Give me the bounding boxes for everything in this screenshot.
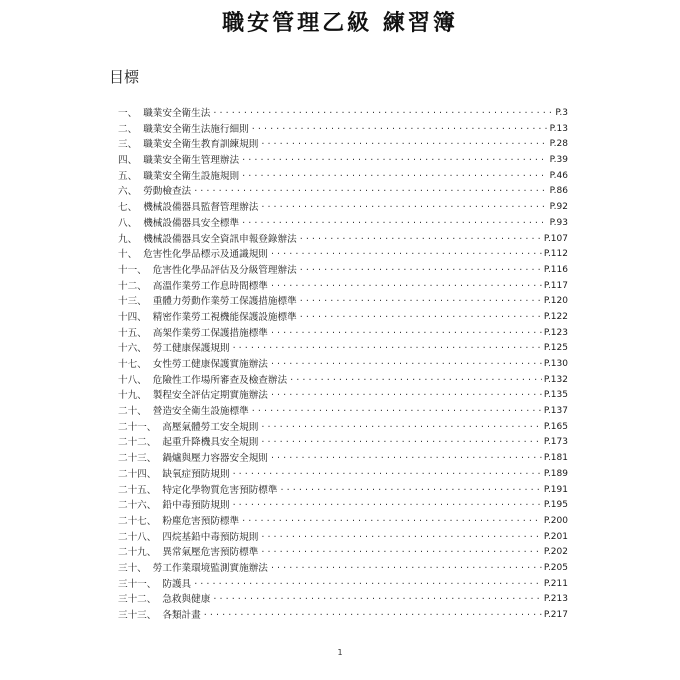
toc-entry-page: P.200 bbox=[542, 514, 568, 530]
toc-entry-label bbox=[118, 263, 568, 279]
toc-entry-title: 各類計畫 bbox=[162, 610, 201, 621]
toc-entry-title: 四烷基鉛中毒預防規則 bbox=[162, 531, 259, 543]
toc-entry-page: P.213 bbox=[542, 592, 568, 608]
toc-entry-title: 異常氣壓危害預防標準 bbox=[162, 547, 259, 559]
toc-entry-number: 十三、 bbox=[118, 296, 147, 308]
toc-entry[interactable] bbox=[118, 216, 568, 232]
page-number: 1 bbox=[337, 648, 343, 657]
toc-entry-label bbox=[118, 592, 568, 608]
toc-entry-page: P.189 bbox=[542, 467, 568, 483]
toc-entry-page: P.205 bbox=[542, 561, 568, 577]
toc-entry[interactable] bbox=[118, 467, 568, 483]
toc-entry-title: 危害性化學品標示及通識規則 bbox=[143, 249, 268, 261]
toc-entry-number: 十九、 bbox=[118, 390, 147, 402]
toc-entry-number: 十七、 bbox=[118, 359, 147, 370]
toc-entry-number: 二十四、 bbox=[118, 468, 157, 480]
toc-entry-title: 粉塵危害預防標準 bbox=[162, 515, 240, 527]
toc-entry-number: 二十七、 bbox=[118, 515, 157, 527]
toc-entry-number: 四、 bbox=[118, 155, 138, 167]
toc-entry-label bbox=[118, 247, 568, 263]
toc-entry-number: 二十一、 bbox=[118, 421, 157, 433]
toc-entry-title: 特定化學物質危害預防標準 bbox=[162, 484, 278, 496]
toc-entry[interactable] bbox=[118, 498, 568, 514]
toc-entry-page: P.13 bbox=[548, 122, 568, 138]
toc-entry[interactable] bbox=[118, 153, 568, 169]
toc-entry-number: 三十一、 bbox=[118, 578, 157, 590]
toc-entry-page: P.93 bbox=[548, 216, 568, 232]
toc-entry-page: P.39 bbox=[548, 153, 568, 169]
toc-entry-label bbox=[118, 404, 568, 420]
toc-entry-page: P.211 bbox=[542, 577, 568, 593]
toc-entry-title: 高架作業勞工保護措施標準 bbox=[152, 327, 268, 339]
toc-entry-title: 缺氧症預防規則 bbox=[162, 468, 230, 480]
toc-entry[interactable] bbox=[118, 388, 568, 404]
toc-entry-title: 機械設備器具安全資訊申報登錄辦法 bbox=[143, 233, 297, 245]
toc-entry[interactable] bbox=[118, 545, 568, 561]
toc-entry-page: P.46 bbox=[548, 169, 568, 185]
toc-entry-page: P.107 bbox=[542, 232, 568, 248]
toc-entry-label bbox=[118, 451, 568, 467]
toc-entry-page: P.120 bbox=[542, 294, 568, 310]
toc-entry-title: 勞工健康保護規則 bbox=[152, 343, 230, 355]
toc-entry-title: 防護具 bbox=[162, 578, 192, 590]
toc-entry-label bbox=[118, 608, 568, 624]
toc-entry-number: 十五、 bbox=[118, 327, 147, 339]
toc-entry-title: 職業安全衛生管理辦法 bbox=[143, 155, 240, 167]
toc-entry-label bbox=[118, 435, 568, 451]
toc-entry-label bbox=[118, 420, 568, 436]
toc-entry-page: P.201 bbox=[542, 530, 568, 546]
toc-entry[interactable] bbox=[118, 310, 568, 326]
toc-entry-title: 高溫作業勞工作息時間標準 bbox=[152, 280, 268, 292]
toc-entry-page: P.3 bbox=[553, 106, 568, 122]
toc-entry-page: P.112 bbox=[542, 247, 568, 263]
toc-entry[interactable] bbox=[118, 279, 568, 295]
toc-entry[interactable] bbox=[118, 483, 568, 499]
toc-entry-page: P.202 bbox=[542, 545, 568, 561]
toc-entry-page: P.130 bbox=[542, 357, 568, 373]
toc-entry[interactable] bbox=[118, 122, 568, 138]
toc-entry-number: 十八、 bbox=[118, 374, 147, 386]
document-title: 職安管理乙級 練習簿 bbox=[222, 10, 458, 36]
toc-entry-label bbox=[118, 137, 568, 153]
toc-entry-number: 二十六、 bbox=[118, 500, 157, 512]
toc-entry-page: P.191 bbox=[542, 483, 568, 499]
toc-entry-title: 重體力勞動作業勞工保護措施標準 bbox=[152, 296, 297, 308]
toc-entry-page: P.125 bbox=[542, 341, 568, 357]
toc-entry[interactable] bbox=[118, 451, 568, 467]
toc-entry[interactable] bbox=[118, 514, 568, 530]
toc-entry-title: 急救與健康 bbox=[162, 594, 211, 606]
toc-entry-number: 二十五、 bbox=[118, 484, 157, 496]
toc-entry-number: 五、 bbox=[118, 170, 138, 182]
toc-entry-page: P.173 bbox=[542, 435, 568, 451]
toc-entry-title: 鍋爐與壓力容器安全規則 bbox=[162, 453, 268, 465]
toc-entry-label bbox=[118, 561, 568, 577]
toc-entry[interactable] bbox=[118, 608, 568, 624]
toc-entry[interactable] bbox=[118, 530, 568, 546]
toc-entry-label bbox=[118, 514, 568, 530]
toc-entry[interactable] bbox=[118, 232, 568, 248]
toc-entry-number: 十二、 bbox=[118, 280, 147, 292]
toc-entry-page: P.117 bbox=[542, 279, 568, 295]
toc-entry-page: P.123 bbox=[542, 326, 568, 342]
toc-entry-number: 三十、 bbox=[118, 562, 147, 574]
toc-entry[interactable] bbox=[118, 294, 568, 310]
toc-entry-number: 六、 bbox=[118, 186, 138, 198]
toc-entry-label bbox=[118, 310, 568, 326]
toc-entry[interactable] bbox=[118, 137, 568, 153]
toc-entry[interactable] bbox=[118, 106, 568, 122]
toc-entry-label bbox=[118, 498, 568, 514]
toc-entry-number: 八、 bbox=[118, 217, 138, 229]
toc-entry[interactable] bbox=[118, 341, 568, 357]
toc-entry[interactable] bbox=[118, 169, 568, 185]
toc-entry[interactable] bbox=[118, 577, 568, 593]
toc-heading: 目標 bbox=[109, 68, 140, 86]
toc-entry-label bbox=[118, 341, 568, 357]
toc-entry-page: P.195 bbox=[542, 498, 568, 514]
toc-entry-label bbox=[118, 153, 568, 169]
toc-entry-title: 高壓氣體勞工安全規則 bbox=[162, 421, 259, 433]
toc-entry-title: 起重升降機具安全規則 bbox=[162, 437, 259, 449]
toc-entry-number: 一、 bbox=[118, 108, 138, 119]
toc-entry[interactable] bbox=[118, 200, 568, 216]
toc-entry-number: 二十三、 bbox=[118, 453, 157, 465]
toc-entry-label bbox=[118, 467, 568, 483]
toc-entry-number: 十一、 bbox=[118, 264, 147, 276]
table-of-contents bbox=[118, 106, 568, 624]
toc-entry-number: 三十三、 bbox=[118, 610, 157, 621]
toc-entry-number: 十四、 bbox=[118, 311, 147, 323]
toc-entry-title: 勞工作業環境監測實施辦法 bbox=[152, 562, 268, 574]
toc-entry-title: 營造安全衛生設施標準 bbox=[152, 406, 249, 418]
toc-entry-page: P.116 bbox=[542, 263, 568, 279]
toc-entry-number: 三、 bbox=[118, 139, 138, 151]
toc-entry-page: P.137 bbox=[542, 404, 568, 420]
toc-entry-number: 二十九、 bbox=[118, 547, 157, 559]
toc-entry[interactable] bbox=[118, 326, 568, 342]
toc-entry-page: P.165 bbox=[542, 420, 568, 436]
toc-entry-title: 機械設備器具安全標準 bbox=[143, 217, 240, 229]
toc-entry-page: P.28 bbox=[548, 137, 568, 153]
toc-entry-page: P.92 bbox=[548, 200, 568, 216]
toc-entry-label bbox=[118, 106, 568, 122]
toc-entry-number: 三十二、 bbox=[118, 594, 157, 606]
toc-entry-number: 十六、 bbox=[118, 343, 147, 355]
toc-entry-page: P.86 bbox=[548, 184, 568, 200]
toc-entry-page: P.132 bbox=[542, 373, 568, 389]
toc-entry[interactable] bbox=[118, 263, 568, 279]
toc-entry-title: 職業安全衛生法施行細則 bbox=[143, 123, 249, 135]
toc-entry-label bbox=[118, 279, 568, 295]
toc-entry-number: 九、 bbox=[118, 233, 138, 245]
toc-entry[interactable] bbox=[118, 357, 568, 373]
toc-entry-title: 機械設備器具監督管理辦法 bbox=[143, 202, 259, 214]
toc-entry-title: 勞動檢查法 bbox=[143, 186, 192, 198]
toc-entry-title: 職業安全衛生設施規則 bbox=[143, 170, 240, 182]
toc-entry-number: 二十、 bbox=[118, 406, 147, 418]
toc-entry[interactable] bbox=[118, 373, 568, 389]
toc-entry[interactable] bbox=[118, 247, 568, 263]
toc-entry-label bbox=[118, 169, 568, 185]
toc-entry-number: 七、 bbox=[118, 202, 138, 214]
toc-entry-number: 二、 bbox=[118, 123, 138, 135]
toc-entry-title: 鉛中毒預防規則 bbox=[162, 500, 230, 512]
toc-entry-label bbox=[118, 200, 568, 216]
toc-entry-label bbox=[118, 483, 568, 499]
toc-entry-label bbox=[118, 216, 568, 232]
toc-entry-label bbox=[118, 326, 568, 342]
toc-entry[interactable] bbox=[118, 561, 568, 577]
toc-entry[interactable] bbox=[118, 592, 568, 608]
toc-entry[interactable] bbox=[118, 435, 568, 451]
toc-entry-label bbox=[118, 388, 568, 404]
toc-entry-number: 二十八、 bbox=[118, 531, 157, 543]
toc-entry-label bbox=[118, 373, 568, 389]
toc-entry-title: 製程安全評估定期實施辦法 bbox=[152, 390, 268, 402]
toc-entry-page: P.181 bbox=[542, 451, 568, 467]
toc-entry-title: 職業安全衛生法 bbox=[143, 108, 211, 119]
toc-entry-title: 危險性工作場所審查及檢查辦法 bbox=[152, 374, 288, 386]
toc-entry-title: 女性勞工健康保護實施辦法 bbox=[152, 359, 268, 370]
toc-entry-label bbox=[118, 294, 568, 310]
toc-entry-label bbox=[118, 357, 568, 373]
toc-entry-label bbox=[118, 530, 568, 546]
toc-entry[interactable] bbox=[118, 420, 568, 436]
toc-entry-label bbox=[118, 577, 568, 593]
toc-entry-number: 十、 bbox=[118, 249, 138, 261]
toc-entry-page: P.135 bbox=[542, 388, 568, 404]
toc-entry-title: 職業安全衛生教育訓練規則 bbox=[143, 139, 259, 151]
toc-entry-label bbox=[118, 545, 568, 561]
toc-entry-label bbox=[118, 122, 568, 138]
toc-entry-label bbox=[118, 232, 568, 248]
toc-entry-page: P.122 bbox=[542, 310, 568, 326]
toc-entry-number: 二十二、 bbox=[118, 437, 157, 449]
toc-entry-page: P.217 bbox=[542, 608, 568, 624]
toc-entry-label bbox=[118, 184, 568, 200]
toc-entry-title: 精密作業勞工視機能保護設施標準 bbox=[152, 311, 297, 323]
toc-entry[interactable] bbox=[118, 404, 568, 420]
toc-entry[interactable] bbox=[118, 184, 568, 200]
toc-entry-title: 危害性化學品評估及分級管理辦法 bbox=[152, 264, 297, 276]
